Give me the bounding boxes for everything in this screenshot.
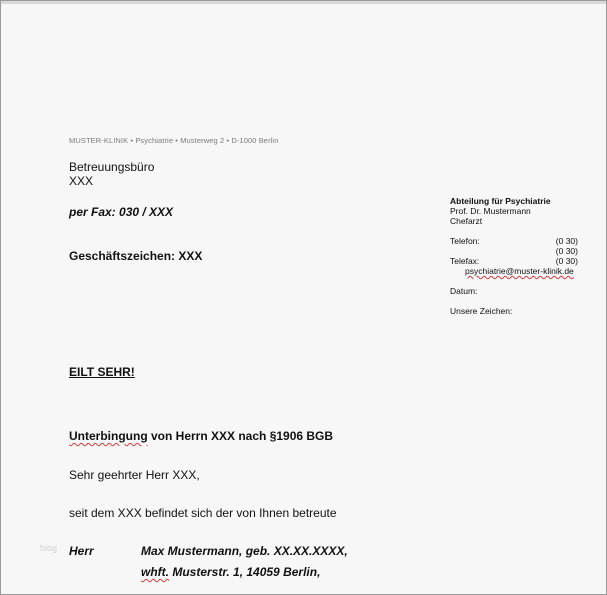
department-name: Abteilung für Psychiatrie (450, 196, 551, 206)
patient-address-prefix: whft. (141, 565, 169, 579)
page-top-edge (1, 1, 606, 4)
salutation: Sehr geehrter Herr XXX, (69, 468, 200, 482)
email-address: psychiatrie@muster-klinik.de (465, 266, 574, 276)
recipient-block (69, 160, 154, 188)
phone-value: (0 30) (555, 236, 578, 246)
letterhead-sidebar (450, 196, 578, 316)
doctor-role: Chefarzt (450, 216, 483, 226)
subject-first-word: Unterbingung (69, 429, 148, 443)
patient-name: Max Mustermann, geb. XX.XX.XXXX, (141, 544, 348, 558)
urgent-notice: EILT SEHR! (69, 365, 135, 379)
body-text-line: seit dem XXX befindet sich der von Ihnen betreute (69, 506, 337, 520)
phone-row-2 (450, 246, 578, 256)
watermark-text: blog (40, 543, 58, 553)
fax-value: (0 30) (555, 256, 578, 266)
doctor-name: Prof. Dr. Mustermann (450, 206, 531, 216)
fax-row (450, 256, 578, 266)
sender-address-line: MUSTER-KLINIK • Psychiatrie • Musterweg 2 • D-1000 Berlin (69, 136, 279, 145)
recipient-line-1: Betreuungsbüro (69, 160, 155, 174)
phone-value-2: (0 30) (555, 246, 578, 256)
recipient-line-2: XXX (69, 174, 94, 188)
patient-address-rest: Musterstr. 1, 14059 Berlin, (169, 565, 321, 579)
fax-line: per Fax: 030 / XXX (69, 205, 174, 219)
patient-label: Herr (69, 544, 94, 558)
fax-label: Telefax: (450, 256, 480, 266)
subject-rest: von Herrn XXX nach §1906 BGB (147, 429, 334, 443)
date-label: Datum: (450, 286, 478, 296)
our-reference-label: Unsere Zeichen: (450, 306, 513, 316)
phone-row (450, 236, 578, 246)
patient-address (141, 565, 320, 579)
phone-label: Telefon: (450, 236, 480, 246)
reference-line: Geschäftszeichen: XXX (69, 249, 203, 263)
subject-line (69, 429, 333, 443)
